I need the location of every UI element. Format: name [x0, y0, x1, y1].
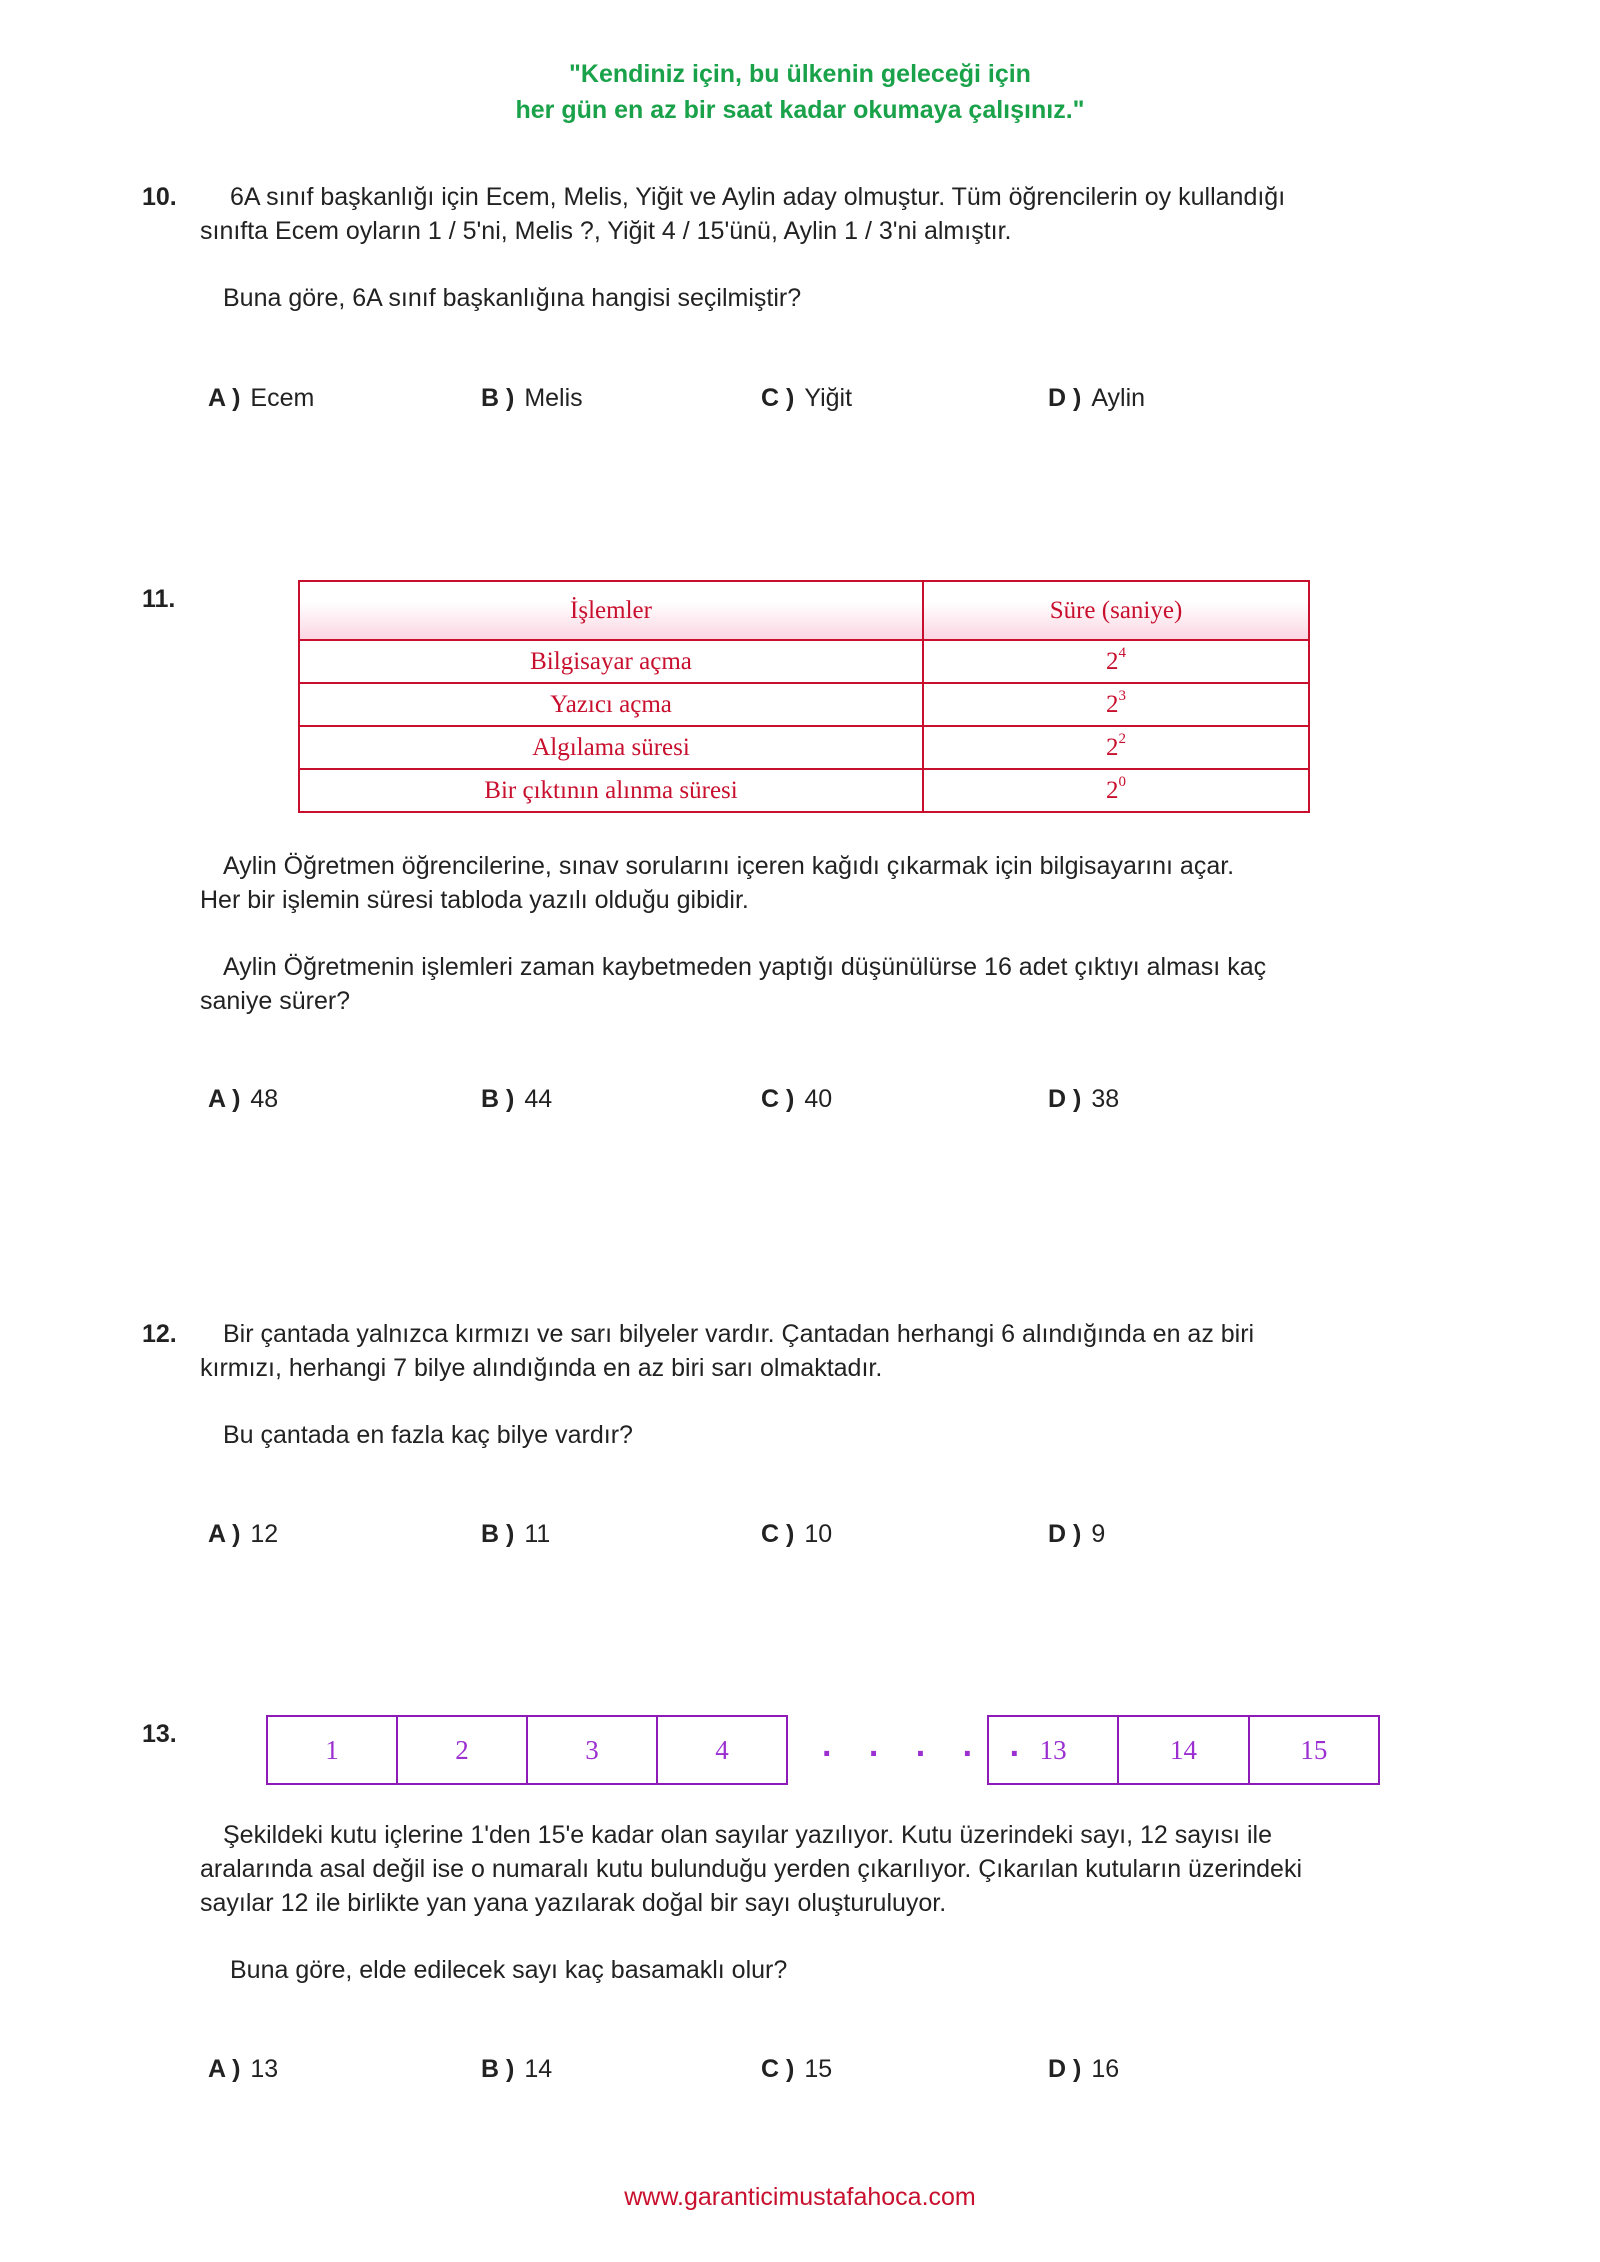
- q10-option-b[interactable]: [481, 384, 583, 413]
- option-letter: D ): [1048, 1085, 1082, 1113]
- question-12-number: 12.: [142, 1320, 177, 1348]
- number-boxes-right: [987, 1715, 1380, 1785]
- table-cell-duration: [923, 769, 1309, 812]
- question-12-prompt: Bu çantada en fazla kaç bilye vardır?: [223, 1421, 633, 1449]
- option-letter: C ): [761, 384, 795, 412]
- power-exponent: 2: [1118, 731, 1126, 748]
- number-box: 2: [398, 1717, 528, 1783]
- power-base: 2: [1106, 776, 1119, 804]
- option-text: Melis: [524, 384, 583, 412]
- question-11-paragraph1-line2: Her bir işlemin süresi tabloda yazılı olduğu gibidir.: [200, 886, 749, 914]
- question-10-number: 10.: [142, 183, 177, 211]
- q11-option-b[interactable]: [481, 1085, 552, 1114]
- option-letter: C ): [761, 1520, 795, 1548]
- question-11-paragraph2-line2: saniye sürer?: [200, 987, 351, 1015]
- option-text: Ecem: [250, 384, 315, 412]
- number-boxes-left: [266, 1715, 788, 1785]
- table-row: [299, 726, 1309, 769]
- table-row: [299, 640, 1309, 683]
- power-base: 2: [1106, 733, 1119, 761]
- question-13-number: 13.: [142, 1720, 177, 1748]
- q11-option-a[interactable]: [208, 1085, 278, 1114]
- table-header-duration: Süre (saniye): [923, 581, 1309, 640]
- option-letter: D ): [1048, 384, 1082, 412]
- table-cell-operation: Bir çıktının alınma süresi: [299, 769, 923, 812]
- option-letter: C ): [761, 2055, 795, 2083]
- question-10-line1: 6A sınıf başkanlığı için Ecem, Melis, Yiğit ve Aylin aday olmuştur. Tüm öğrencilerin oy kullandığı: [230, 183, 1286, 211]
- power-exponent: 4: [1118, 645, 1126, 662]
- table-cell-operation: Yazıcı açma: [299, 683, 923, 726]
- power-exponent: 0: [1118, 774, 1126, 791]
- option-letter: A ): [208, 1085, 241, 1113]
- power-base: 2: [1106, 647, 1119, 675]
- option-letter: B ): [481, 2055, 515, 2083]
- operations-table: [298, 580, 1310, 813]
- option-text: 38: [1091, 1085, 1120, 1113]
- question-13-line3: sayılar 12 ile birlikte yan yana yazılarak doğal bir sayı oluşturuluyor.: [200, 1889, 947, 1917]
- number-box: 1: [268, 1717, 398, 1783]
- number-box: 3: [528, 1717, 658, 1783]
- question-12-line1: Bir çantada yalnızca kırmızı ve sarı bilyeler vardır. Çantadan herhangi 6 alındığında en az biri: [223, 1320, 1255, 1348]
- option-text: 9: [1091, 1520, 1106, 1548]
- q13-option-c[interactable]: [761, 2055, 832, 2084]
- option-text: 44: [524, 1085, 553, 1113]
- table-cell-duration: [923, 640, 1309, 683]
- option-text: 10: [804, 1520, 833, 1548]
- option-text: 13: [250, 2055, 279, 2083]
- option-letter: D ): [1048, 2055, 1082, 2083]
- q10-option-c[interactable]: [761, 384, 852, 413]
- q12-option-b[interactable]: [481, 1520, 550, 1549]
- q10-option-a[interactable]: [208, 384, 314, 413]
- option-text: 12: [250, 1520, 279, 1548]
- q11-option-d[interactable]: [1048, 1085, 1119, 1114]
- option-letter: A ): [208, 384, 241, 412]
- table-row: [299, 683, 1309, 726]
- table-cell-operation: Bilgisayar açma: [299, 640, 923, 683]
- q13-option-b[interactable]: [481, 2055, 552, 2084]
- header-quote-line1: "Kendiniz için, bu ülkenin geleceği için: [569, 60, 1031, 88]
- q12-option-c[interactable]: [761, 1520, 832, 1549]
- q12-option-d[interactable]: [1048, 1520, 1105, 1549]
- q13-option-d[interactable]: [1048, 2055, 1119, 2084]
- question-13-line1: Şekildeki kutu içlerine 1'den 15'e kadar olan sayılar yazılıyor. Kutu üzerindeki sayı, 12 sayısı ile: [223, 1821, 1272, 1849]
- option-letter: B ): [481, 1085, 515, 1113]
- q12-option-a[interactable]: [208, 1520, 278, 1549]
- option-text: Yiğit: [804, 384, 853, 412]
- header-quote-line2: her gün en az bir saat kadar okumaya çalışınız.": [515, 96, 1085, 124]
- table-header-operations: İşlemler: [299, 581, 923, 640]
- table-cell-duration: [923, 726, 1309, 769]
- ellipsis-dots: . . . . .: [822, 1726, 1034, 1764]
- number-box: 13: [989, 1717, 1119, 1783]
- table-row: [299, 769, 1309, 812]
- option-letter: D ): [1048, 1520, 1082, 1548]
- question-13-prompt: Buna göre, elde edilecek sayı kaç basamaklı olur?: [230, 1956, 788, 1984]
- q13-option-a[interactable]: [208, 2055, 278, 2084]
- q10-option-d[interactable]: [1048, 384, 1145, 413]
- option-text: Aylin: [1091, 384, 1146, 412]
- option-letter: A ): [208, 1520, 241, 1548]
- option-letter: B ): [481, 1520, 515, 1548]
- table-cell-duration: [923, 683, 1309, 726]
- table-cell-operation: Algılama süresi: [299, 726, 923, 769]
- option-letter: C ): [761, 1085, 795, 1113]
- option-text: 40: [804, 1085, 833, 1113]
- question-11-paragraph1-line1: Aylin Öğretmen öğrencilerine, sınav sorularını içeren kağıdı çıkarmak için bilgisayarını açar.: [223, 852, 1235, 880]
- question-12-line2: kırmızı, herhangi 7 bilye alındığında en az biri sarı olmaktadır.: [200, 1354, 883, 1382]
- question-11-paragraph2-line1: Aylin Öğretmenin işlemleri zaman kaybetmeden yaptığı düşünülürse 16 adet çıktıyı alması kaç: [223, 953, 1267, 981]
- option-text: 11: [524, 1520, 551, 1548]
- power-base: 2: [1106, 690, 1119, 718]
- option-letter: A ): [208, 2055, 241, 2083]
- option-text: 15: [804, 2055, 833, 2083]
- question-11-number: 11.: [142, 585, 176, 613]
- option-text: 48: [250, 1085, 279, 1113]
- number-box: 4: [715, 1734, 729, 1765]
- power-exponent: 3: [1118, 688, 1126, 705]
- number-box: 15: [1300, 1734, 1328, 1765]
- question-10-line2: sınıfta Ecem oyların 1 / 5'ni, Melis ?, Yiğit 4 / 15'ünü, Aylin 1 / 3'ni almıştır.: [200, 217, 1012, 245]
- number-box: 14: [1119, 1717, 1249, 1783]
- q11-option-c[interactable]: [761, 1085, 832, 1114]
- question-10-prompt: Buna göre, 6A sınıf başkanlığına hangisi seçilmiştir?: [223, 284, 802, 312]
- footer-website-link[interactable]: www.garanticimustafahoca.com: [624, 2183, 976, 2211]
- option-text: 14: [524, 2055, 553, 2083]
- question-13-line2: aralarında asal değil ise o numaralı kutu bulunduğu yerden çıkarılıyor. Çıkarılan kutuların üzerindeki: [200, 1855, 1303, 1883]
- option-text: 16: [1091, 2055, 1120, 2083]
- table-header-row: [299, 581, 1309, 640]
- option-letter: B ): [481, 384, 515, 412]
